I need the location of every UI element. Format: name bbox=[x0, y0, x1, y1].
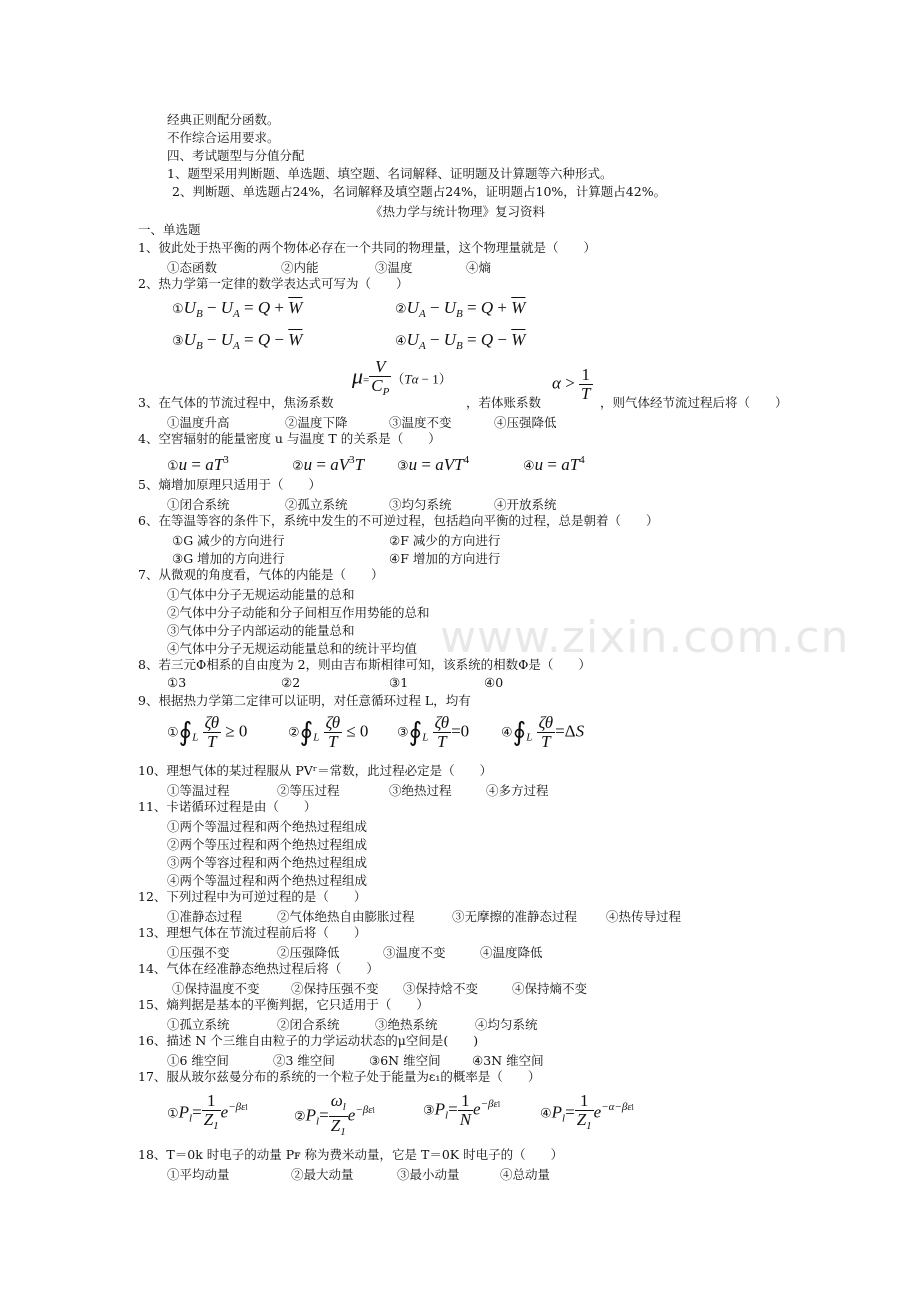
q8-option-2: ②2 bbox=[281, 675, 301, 690]
q2-marker-2: ② bbox=[395, 302, 407, 317]
q9-formula-4: $④∮_L$ $\frac{\zeta\theta}{T}$ =ΔS bbox=[501, 713, 585, 751]
q11-option-1: ①两个等温过程和两个绝热过程组成 bbox=[167, 819, 368, 834]
q6-text: 6、在等温等容的条件下，系统中发生的不可逆过程，包括趋向平衡的过程，总是朝着（ ） bbox=[138, 513, 659, 528]
q4-formula-4: ④u = $aT^4$ bbox=[523, 454, 585, 474]
q13-option-1: ①压强不变 bbox=[167, 945, 230, 960]
q4-marker-1: ① bbox=[167, 459, 179, 474]
q7-text: 7、从微观的角度看，气体的内能是（ ） bbox=[138, 567, 384, 582]
q17-formula-1: $①P_l=$ $\frac{1}{Z_1}$ $e^{-\beta\varepsilon l}$ bbox=[167, 1091, 248, 1132]
q17-formula-3: $③P_l=$ $\frac{1}{N}$ $e^{-\beta\varepsilon l}$ bbox=[423, 1091, 501, 1129]
section-heading: 一、单选题 bbox=[138, 222, 201, 237]
intro-line-1: 经典正则配分函数。 bbox=[167, 112, 280, 127]
intro-line-5: 2、判断题、单选题占24%，名词解释及填空题占24%，证明题占10%，计算题占42%。 bbox=[172, 184, 667, 199]
q2-marker-4: ④ bbox=[395, 334, 407, 349]
q3-option-2: ②温度下降 bbox=[285, 415, 348, 430]
q2-formula-4: $④U_A - U_B = Q - \overline{W}$ bbox=[395, 330, 526, 352]
q4-formula-3: ③u = aVT$^4$ bbox=[397, 454, 470, 474]
q5-option-3: ③均匀系统 bbox=[389, 497, 452, 512]
q4-formula-1: ①u = $aT^3$ bbox=[167, 454, 229, 474]
q14-option-4: ④保持熵不变 bbox=[512, 981, 588, 996]
q14-option-3: ③保持焓不变 bbox=[403, 981, 479, 996]
q13-text: 13、理想气体在节流过程前后将（ ） bbox=[138, 925, 367, 940]
q4-marker-3: ③ bbox=[397, 459, 409, 474]
q3-text-b: ，若体账系数 bbox=[466, 395, 542, 410]
q7-option-4: ④气体中分子无规运动能量总和的统计平均值 bbox=[167, 641, 418, 656]
q16-text: 16、描述 N 个三维自由粒子的力学运动状态的μ空间是( ) bbox=[138, 1033, 479, 1048]
q8-option-3: ③1 bbox=[389, 675, 409, 690]
q3-option-3: ③温度不变 bbox=[389, 415, 452, 430]
q7-option-1: ①气体中分子无规运动能量的总和 bbox=[167, 587, 355, 602]
q13-option-4: ④温度降低 bbox=[480, 945, 543, 960]
q3-text-c: ，则气体经节流过程后将（ ） bbox=[600, 395, 788, 410]
q3-text-a: 3、在气体的节流过程中，焦汤系数 bbox=[138, 395, 334, 410]
q17-marker-2: ② bbox=[294, 1109, 306, 1125]
q12-option-2: ②气体绝热自由膨胀过程 bbox=[277, 909, 415, 924]
q9-text: 9、根据热力学第二定律可以证明，对任意循环过程 L，均有 bbox=[138, 693, 471, 708]
q7-option-2: ②气体中分子动能和分子间相互作用势能的总和 bbox=[167, 605, 430, 620]
q18-option-2: ②最大动量 bbox=[291, 1167, 354, 1182]
q8-option-1: ①3 bbox=[167, 675, 187, 690]
q18-option-1: ①平均动量 bbox=[167, 1167, 230, 1182]
intro-line-3: 四、考试题型与分值分配 bbox=[167, 148, 305, 163]
q2-marker-1: ① bbox=[172, 302, 184, 317]
q2-formula-3: $③U_B - U_A = Q - \overline{W}$ bbox=[172, 330, 303, 352]
q3-joule-thomson-formula: μ= $\frac{V}{C_P}$ （Tα − 1） bbox=[352, 357, 452, 398]
q1-option-3: ③温度 bbox=[375, 260, 413, 275]
q4-marker-4: ④ bbox=[523, 459, 535, 474]
q1-option-2: ②内能 bbox=[281, 260, 319, 275]
page-title: 《热力学与统计物理》复习资料 bbox=[370, 204, 546, 219]
q8-text: 8、若三元Φ相系的自由度为 2，则由吉布斯相律可知，该系统的相数Φ是（ ） bbox=[138, 657, 591, 672]
q17-marker-4: ④ bbox=[540, 1106, 552, 1122]
q14-option-1: ①保持温度不变 bbox=[172, 981, 260, 996]
q6-option-3: ③G 增加的方向进行 bbox=[172, 551, 285, 566]
q1-option-4: ④熵 bbox=[466, 260, 492, 275]
q15-option-2: ②闭合系统 bbox=[277, 1017, 340, 1032]
intro-line-2: 不作综合运用要求。 bbox=[167, 130, 280, 145]
q3-option-1: ①温度升高 bbox=[167, 415, 230, 430]
q15-option-4: ④均匀系统 bbox=[475, 1017, 538, 1032]
q5-text: 5、熵增加原理只适用于（ ） bbox=[138, 477, 321, 492]
q11-text: 11、卡诺循环过程是由（ ） bbox=[138, 799, 317, 814]
q17-formula-2: $②P_l=$ $\frac{\omega_l}{Z_1}$ $e^{-\beta\varepsilon l}$ bbox=[294, 1091, 375, 1138]
q2-text: 2、热力学第一定律的数学表达式可写为（ ） bbox=[138, 276, 409, 291]
q9-marker-3: ③ bbox=[397, 725, 409, 741]
q12-option-1: ①准静态过程 bbox=[167, 909, 243, 924]
q11-option-2: ②两个等压过程和两个绝热过程组成 bbox=[167, 837, 368, 852]
intro-line-4: 1、题型采用判断题、单选题、填空题、名词解释、证明题及计算题等六种形式。 bbox=[167, 166, 613, 181]
q10-option-4: ④多方过程 bbox=[486, 783, 549, 798]
q15-option-3: ③绝热系统 bbox=[375, 1017, 438, 1032]
q16-option-2: ②3 维空间 bbox=[273, 1053, 335, 1068]
q6-option-4: ④F 增加的方向进行 bbox=[389, 551, 501, 566]
q10-option-2: ②等压过程 bbox=[277, 783, 340, 798]
q12-option-3: ③无摩擦的准静态过程 bbox=[452, 909, 578, 924]
q17-formula-4: $④P_l=$ $\frac{1}{Z_1}$ $e^{-\alpha-\beta\varepsilon l}$ bbox=[540, 1091, 634, 1132]
q2-formula-2: $②U_A - U_B = Q + \overline{W}$ bbox=[395, 298, 526, 320]
q1-text: 1、彼此处于热平衡的两个物体必存在一个共同的物理量，这个物理量就是（ ） bbox=[138, 240, 596, 255]
watermark: www.zixin.com.cn bbox=[440, 612, 850, 663]
q9-formula-2: $②∮_L$ $\frac{\zeta\theta}{T}$ ≤ 0 bbox=[288, 713, 369, 751]
q11-option-4: ④两个等温过程和两个绝热过程组成 bbox=[167, 873, 368, 888]
q18-option-4: ④总动量 bbox=[500, 1167, 551, 1182]
q6-option-2: ②F 减少的方向进行 bbox=[389, 533, 501, 548]
q9-marker-2: ② bbox=[288, 725, 300, 741]
q1-option-1: ①态函数 bbox=[167, 260, 218, 275]
q5-option-1: ①闭合系统 bbox=[167, 497, 230, 512]
q9-marker-4: ④ bbox=[501, 725, 513, 741]
q3-alpha-condition: α > $\frac{1}{T}$ bbox=[552, 365, 591, 403]
q6-option-1: ①G 减少的方向进行 bbox=[172, 533, 285, 548]
q9-formula-3: $③∮_L$ $\frac{\zeta\theta}{T}$ =0 bbox=[397, 713, 470, 751]
q11-option-3: ③两个等容过程和两个绝热过程组成 bbox=[167, 855, 368, 870]
q15-option-1: ①孤立系统 bbox=[167, 1017, 230, 1032]
q15-text: 15、熵判据是基本的平衡判据，它只适用于（ ） bbox=[138, 997, 429, 1012]
q9-marker-1: ① bbox=[167, 725, 179, 741]
q5-option-4: ④开放系统 bbox=[494, 497, 557, 512]
q7-option-3: ③气体中分子内部运动的能量总和 bbox=[167, 623, 355, 638]
q5-option-2: ②孤立系统 bbox=[285, 497, 348, 512]
q13-option-3: ③温度不变 bbox=[383, 945, 446, 960]
q8-option-4: ④0 bbox=[484, 675, 504, 690]
q13-option-2: ②压强降低 bbox=[277, 945, 340, 960]
q16-option-3: ③6N 维空间 bbox=[369, 1053, 441, 1068]
q14-text: 14、气体在经准静态绝热过程后将（ ） bbox=[138, 961, 379, 976]
q4-marker-2: ② bbox=[292, 459, 304, 474]
q12-option-4: ④热传导过程 bbox=[606, 909, 682, 924]
q2-formula-1: $①U_B - U_A = Q + \overline{W}$ bbox=[172, 298, 303, 320]
q4-text: 4、空窖辐射的能量密度 u 与温度 T 的关系是（ ） bbox=[138, 431, 441, 446]
q3-option-4: ④压强降低 bbox=[494, 415, 557, 430]
q14-option-2: ②保持压强不变 bbox=[291, 981, 379, 996]
q18-text: 18、T＝0k 时电子的动量 Pꜰ 称为费米动量，它是 T＝0K 时电子的（ ） bbox=[138, 1147, 564, 1162]
q17-text: 17、服从玻尔兹曼分布的系统的一个粒子处于能量为ε₁的概率是（ ） bbox=[138, 1069, 541, 1084]
q16-option-4: ④3N 维空间 bbox=[472, 1053, 544, 1068]
q4-formula-2: ②u = $aV^3T$ bbox=[292, 454, 365, 474]
q16-option-1: ①6 维空间 bbox=[167, 1053, 229, 1068]
q10-option-1: ①等温过程 bbox=[167, 783, 230, 798]
q17-marker-3: ③ bbox=[423, 1103, 435, 1119]
q9-formula-1: $①∮_L$ $\frac{\zeta\theta}{T}$ ≥ 0 bbox=[167, 713, 248, 751]
q10-option-3: ③绝热过程 bbox=[389, 783, 452, 798]
q12-text: 12、下列过程中为可逆过程的是（ ） bbox=[138, 889, 367, 904]
q2-marker-3: ③ bbox=[172, 334, 184, 349]
q18-option-3: ③最小动量 bbox=[397, 1167, 460, 1182]
q17-marker-1: ① bbox=[167, 1106, 179, 1122]
q10-text: 10、理想气体的某过程服从 PVʳ＝常数，此过程必定是（ ） bbox=[138, 763, 493, 778]
